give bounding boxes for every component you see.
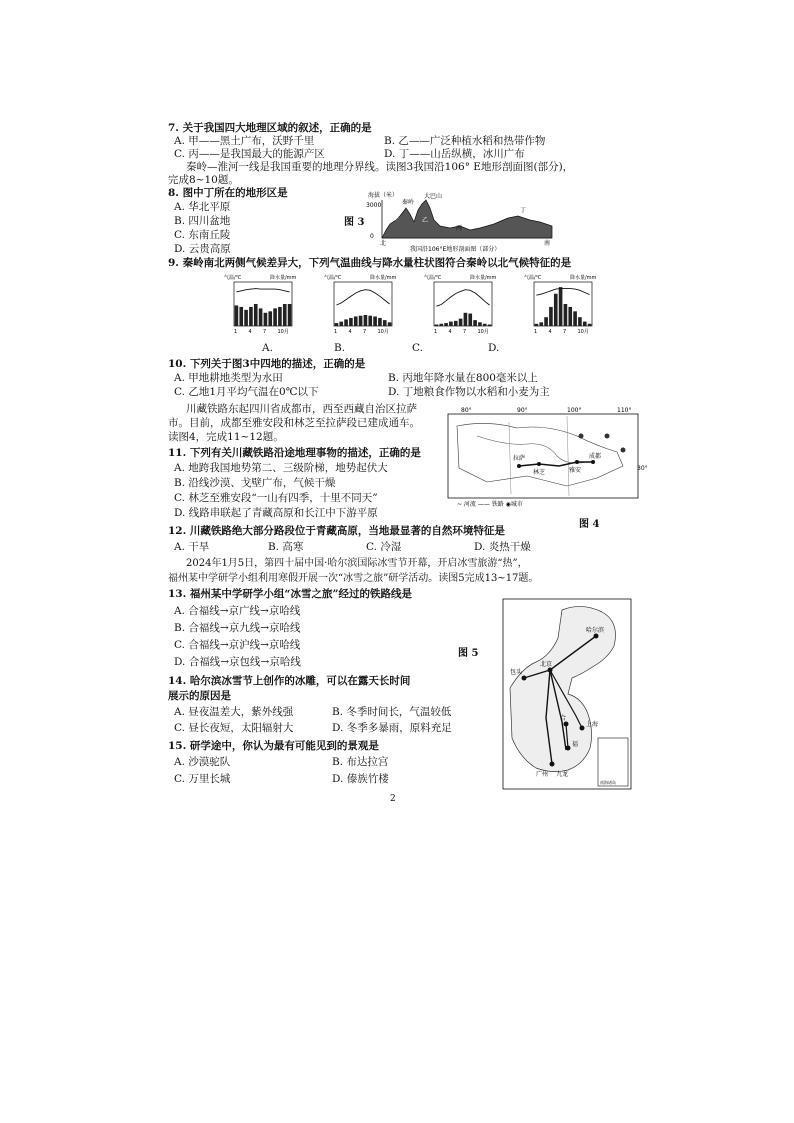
chart-D-bar xyxy=(544,317,548,326)
fig3-y3000: 3000 xyxy=(366,202,382,209)
chart-D-bar xyxy=(573,311,577,326)
fig3-bing: 丙 xyxy=(456,225,463,232)
q15-option-d: D. 傣族竹楼 xyxy=(332,773,389,785)
q12-option-d: D. 炎热干燥 xyxy=(474,541,531,553)
chart-B-bar xyxy=(388,322,392,326)
q11-option-a: A. 地跨我国地势第二、三级阶梯，地势起伏大 xyxy=(174,462,388,474)
fig5-baotou: 包头 xyxy=(510,669,523,676)
q12-option-c: C. 冷湿 xyxy=(366,541,402,553)
chart-A-bar xyxy=(249,307,253,326)
fig3-ding: 丁 xyxy=(520,207,527,214)
chart-D-bar xyxy=(578,317,582,326)
chart-C-precip-label: 降水量/mm xyxy=(470,275,497,281)
fig3-yi: 乙 xyxy=(422,217,429,224)
chart-B-bar xyxy=(339,322,343,326)
q10-option-c: C. 乙地1月平均气温在0℃以下 xyxy=(174,386,319,398)
chart-B-bar xyxy=(373,316,377,326)
chart-C-temp-line xyxy=(436,290,489,307)
chart-D-temp-line xyxy=(536,289,589,296)
chart-A-bar xyxy=(239,307,243,326)
chart-B-precip-label: 降水量/mm xyxy=(370,275,397,281)
q11-option-c: C. 林芝至雅安段“一山有四季，十里不同天” xyxy=(174,492,378,504)
q8-stem: 8. 图中丁所在的地形区是 xyxy=(168,187,288,199)
chart-A-bar xyxy=(288,304,292,326)
chart-D-tick-label: 4 xyxy=(548,329,552,335)
chart-C-bar xyxy=(439,324,443,326)
fig3-label: 图 3 xyxy=(344,217,365,228)
chart-D-precip-label: 降水量/mm xyxy=(570,275,597,281)
q8-option-d: D. 云贵高原 xyxy=(174,243,231,255)
chart-C-bar xyxy=(464,313,468,326)
fig4-lhasa: 拉萨 xyxy=(513,455,526,462)
q15-option-b: B. 布达拉宫 xyxy=(332,756,389,768)
chart-A-temp-line xyxy=(236,289,289,292)
chart-A-bar xyxy=(254,304,258,326)
chart-D-bar xyxy=(549,307,553,326)
q8-option-a: A. 华北平原 xyxy=(174,201,231,213)
chart-A-tick-label: 1 xyxy=(234,329,238,335)
chart-C-bar xyxy=(488,325,492,326)
fig3-qinling: 秦岭 xyxy=(402,199,415,206)
fig5-city-hefei xyxy=(564,722,569,727)
fig3-north: 北 xyxy=(380,240,387,247)
q11-stem: 11. 下列有关川藏铁路沿途地理事物的描述，正确的是 xyxy=(168,447,421,459)
fig3-caption: 我国沿106°E地形剖面图（部分） xyxy=(410,246,501,253)
fig4-lat30: 30° xyxy=(637,465,648,472)
chart-B-frame xyxy=(334,282,392,326)
chart-A-tick-label: 4 xyxy=(248,329,252,335)
chart-B-temp-line xyxy=(336,290,389,305)
fig5-city-harbin xyxy=(594,634,599,639)
fig5-fuzhou: 福 xyxy=(572,741,579,748)
q9-stem: 9. 秦岭南北两侧气候差异大，下列气温曲线与降水量柱状图符合秦岭以北气候特征的是 xyxy=(168,257,572,269)
q12-option-b: B. 高寒 xyxy=(268,541,304,553)
q14-option-b: B. 冬季时间长，气温较低 xyxy=(332,706,452,718)
chart-A-bar xyxy=(278,307,282,326)
q15-option-a: A. 沙漠驼队 xyxy=(174,756,231,768)
chart-D-bar xyxy=(554,294,558,326)
q14-stem-line2: 展示的原因是 xyxy=(168,690,231,702)
chart-A-temp-label: 气温/℃ xyxy=(224,275,242,281)
fig4-lon100: 100° xyxy=(567,407,582,414)
q9-label-a: A. xyxy=(262,342,273,354)
fig5-city-beijing xyxy=(548,668,553,673)
q15-stem: 15. 研学途中，你认为最有可能见到的景观是 xyxy=(168,740,379,752)
chart-D-bar xyxy=(568,307,572,326)
fig4-legend: ~ 河流 —— 铁路 ◉城市 xyxy=(457,501,523,508)
fig4-dot xyxy=(579,434,584,439)
q14-option-a: A. 昼夜温差大，紫外线强 xyxy=(174,706,294,718)
fig4-yaan: 雅安 xyxy=(569,467,582,474)
q14-option-d: D. 冬季多暴雨，原料充足 xyxy=(332,722,452,734)
q13-option-d: D. 合福线→京包线→京哈线 xyxy=(174,656,301,668)
q11-option-b: B. 沿线沙漠、戈壁广布，气候干燥 xyxy=(174,477,336,489)
q10-stem: 10. 下列关于图3中四地的描述，正确的是 xyxy=(168,358,366,370)
q7-option-b: B. 乙——广泛种植水稻和热带作物 xyxy=(384,135,546,147)
chart-D-bar xyxy=(539,322,543,326)
fig5-guangzhou: 广州 xyxy=(536,771,549,778)
fig3-ylabel: 海拔（米） xyxy=(368,192,399,199)
chart-C-bar xyxy=(444,323,448,326)
q15-option-c: C. 万里长城 xyxy=(174,773,231,785)
q10-option-b: B. 丙地年降水量在800毫米以上 xyxy=(388,372,538,384)
q13-stem: 13. 福州某中学研学小组“冰雪之旅”经过的铁路线是 xyxy=(168,588,413,600)
fig4-lon90: 90° xyxy=(517,407,528,414)
q10-option-d: D. 丁地粮食作物以水稻和小麦为主 xyxy=(388,386,550,398)
fig4-frame xyxy=(448,414,638,498)
q13-option-b: B. 合福线→京九线→京哈线 xyxy=(174,622,301,634)
fig3-jia: 甲 xyxy=(393,215,400,222)
chart-D-bar xyxy=(583,322,587,326)
q7-option-a: A. 甲——黑土广布，沃野千里 xyxy=(174,135,315,147)
q9-label-c: C. xyxy=(412,342,423,354)
chart-C-tick-label: 4 xyxy=(448,329,452,335)
chart-A-bar xyxy=(273,308,277,326)
q9-label-d: D. xyxy=(488,342,500,354)
fig4-map xyxy=(447,406,648,508)
fig4-dot xyxy=(605,434,610,439)
fig5-city-baotou xyxy=(522,676,527,681)
fig3-south: 南 xyxy=(544,240,551,247)
fig5-label: 图 5 xyxy=(458,648,479,659)
q7-stem: 7. 关于我国四大地理区域的叙述，正确的是 xyxy=(168,122,372,134)
fig4-label: 图 4 xyxy=(579,519,600,530)
chart-A-precip-label: 降水量/mm xyxy=(270,275,297,281)
intro13-line1: 2024年1月5日，第四十届中国·哈尔滨国际冰雪节开幕，开启冰雪旅游“热”， xyxy=(186,558,528,569)
chart-D-bar xyxy=(588,324,592,326)
q11-option-d: D. 线路串联起了青藏高原和长江中下游平原 xyxy=(174,507,378,519)
chart-A-bar xyxy=(244,310,248,326)
intro8-line2: 完成8~10题。 xyxy=(168,174,239,186)
chart-D-bar xyxy=(559,287,563,326)
page-number: 2 xyxy=(390,794,396,804)
fig5-shanghai: 上海 xyxy=(586,721,599,728)
chart-B-bar xyxy=(344,319,348,326)
chart-C-temp-label: 气温/℃ xyxy=(424,275,442,281)
chart-D-tick-label: 10月 xyxy=(577,329,589,335)
fig4-dot xyxy=(621,448,626,453)
fig3-daba: 大巴山 xyxy=(424,193,443,200)
chart-D-tick-label: 7 xyxy=(563,329,567,335)
chart-A-bar xyxy=(268,311,272,326)
fig4-city-chengdu xyxy=(591,460,595,464)
chart-A-tick-label: 7 xyxy=(263,329,267,335)
chart-B-bar xyxy=(378,318,382,326)
intro13-line2: 福州某中学研学小组利用寒假开展一次“冰雪之旅”研学活动。读图5完成13~17题。 xyxy=(168,573,539,584)
q14-option-c: C. 昼长夜短，太阳辐射大 xyxy=(174,722,294,734)
fig4-city-linzhi xyxy=(537,462,541,466)
fig5-beijing: 北京 xyxy=(540,661,553,668)
intro11-line2: 市。目前，成都至雅安段和林芝至拉萨段已建成通车。 xyxy=(168,417,420,429)
chart-B-bar xyxy=(349,318,353,326)
q13-option-a: A. 合福线→京广线→京哈线 xyxy=(174,605,301,617)
chart-A-bar xyxy=(235,305,239,326)
fig5-jiulong: 九龙 xyxy=(556,771,569,778)
chart-C-tick-label: 1 xyxy=(434,329,438,335)
chart-D-bar xyxy=(535,324,539,326)
chart-B-tick-label: 1 xyxy=(334,329,338,335)
fig4-lon80: 80° xyxy=(461,407,472,414)
chart-C-tick-label: 7 xyxy=(463,329,467,335)
intro8-line1: 秦岭—淮河一线是我国重要的地理分界线。读图3我国沿106° E地形剖面图(部分)， xyxy=(186,161,574,173)
fig5-map xyxy=(502,598,632,790)
fig4-lon110: 110° xyxy=(617,407,632,414)
chart-B-bar xyxy=(335,323,339,326)
chart-B-tick-label: 10月 xyxy=(377,329,389,335)
chart-C-tick-label: 10月 xyxy=(477,329,489,335)
q9-label-b: B. xyxy=(334,342,346,354)
q9-climate-charts xyxy=(222,272,602,334)
intro11-line3: 读图4，完成11~12题。 xyxy=(168,431,284,443)
fig5-hefei: 合 xyxy=(560,715,567,722)
fig5-city-fuzhou xyxy=(566,746,571,751)
chart-D-tick-label: 1 xyxy=(534,329,538,335)
q8-option-c: C. 东南丘陵 xyxy=(174,229,231,241)
fig4-chengdu: 成都 xyxy=(589,453,602,460)
q10-option-a: A. 甲地耕地类型为水田 xyxy=(174,372,283,384)
chart-C-bar xyxy=(478,322,482,326)
chart-A-bar xyxy=(264,313,268,326)
q12-option-a: A. 干旱 xyxy=(174,541,210,553)
fig3-y0: 0 xyxy=(370,233,374,240)
fig4-city-yaan xyxy=(575,460,579,464)
chart-C-bar xyxy=(449,322,453,326)
chart-B-bar xyxy=(368,316,372,326)
chart-A-bar xyxy=(283,304,287,326)
q13-option-c: C. 合福线→京沪线→京哈线 xyxy=(174,639,301,651)
fig5-inset-label: 南海诸岛 xyxy=(600,780,616,785)
chart-A-tick-label: 10月 xyxy=(277,329,289,335)
q14-stem-line1: 14. 哈尔滨冰雪节上创作的冰雕，可以在露天长时间 xyxy=(168,675,411,687)
fig5-harbin: 哈尔滨 xyxy=(586,627,605,634)
chart-B-tick-label: 4 xyxy=(348,329,352,335)
chart-B-bar xyxy=(383,320,387,326)
chart-B-bar xyxy=(354,316,358,326)
q8-option-b: B. 四川盆地 xyxy=(174,215,231,227)
chart-C-bar xyxy=(454,321,458,326)
chart-B-bar xyxy=(364,315,368,326)
chart-D-temp-label: 气温/℃ xyxy=(524,275,542,281)
chart-B-bar xyxy=(359,316,363,326)
q7-option-c: C. 丙——是我国最大的能源产区 xyxy=(174,148,325,160)
chart-B-tick-label: 7 xyxy=(363,329,367,335)
chart-B-temp-label: 气温/℃ xyxy=(324,275,342,281)
fig4-linzhi: 林芝 xyxy=(533,469,546,476)
fig5-city-shanghai xyxy=(580,726,585,731)
intro11-line1: 川藏铁路东起四川省成都市，西至西藏自治区拉萨 xyxy=(186,403,417,415)
chart-D-bar xyxy=(564,304,568,326)
chart-A-bar xyxy=(259,308,263,326)
q12-stem: 12. 川藏铁路绝大部分路段位于青藏高原，当地最显著的自然环境特征是 xyxy=(168,525,505,537)
fig4-city-lhasa xyxy=(517,464,521,468)
q7-option-d: D. 丁——山岳纵横，冰川广布 xyxy=(384,148,525,160)
fig5-inset xyxy=(598,738,628,786)
chart-C-bar xyxy=(459,319,463,326)
chart-C-bar xyxy=(473,320,477,326)
fig3-profile xyxy=(360,190,560,252)
chart-C-bar xyxy=(468,314,472,326)
fig5-city-guangzhou xyxy=(550,762,555,767)
chart-C-bar xyxy=(483,324,487,326)
chart-C-bar xyxy=(435,325,439,326)
chart-C-frame xyxy=(434,282,492,326)
